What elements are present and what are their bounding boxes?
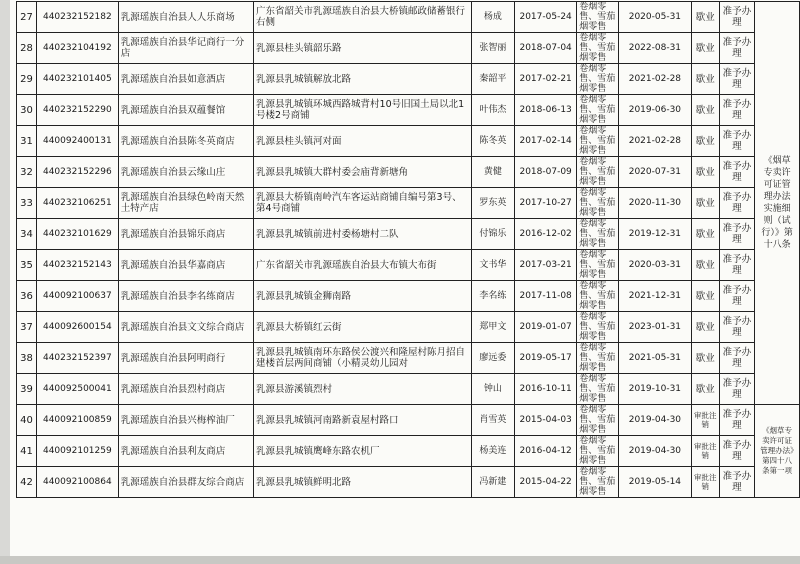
business-scope: 卷烟零售、雪茄烟零售 [577,467,619,498]
issue-date: 2016-12-02 [515,219,577,250]
license-number: 440232101629 [36,219,118,250]
person-in-charge: 钟山 [471,374,514,405]
table-row [17,343,800,374]
handling-result: 准予办理 [719,33,755,64]
person-in-charge: 杨美连 [471,436,514,467]
table-body [17,2,800,498]
expiry-date: 2020-05-31 [618,2,691,33]
business-scope: 卷烟零售、雪茄烟零售 [577,436,619,467]
table-row [17,219,800,250]
business-address: 乳源县游溪镇烈村 [254,374,472,405]
expiry-date: 2019-04-30 [618,405,691,436]
row-number: 32 [17,157,37,188]
business-name: 乳源瑶族自治县陈冬英商店 [118,126,253,157]
person-in-charge: 杨成 [471,2,514,33]
table-row [17,467,800,498]
business-name: 乳源瑶族自治县阿明商行 [118,343,253,374]
business-scope: 卷烟零售、雪茄烟零售 [577,157,619,188]
handling-result: 准予办理 [719,126,755,157]
issue-date: 2015-04-22 [515,467,577,498]
cancellation-reason: 歇业 [691,343,719,374]
table-row [17,281,800,312]
business-name: 乳源瑶族自治县李名练商店 [118,281,253,312]
expiry-date: 2023-01-31 [618,312,691,343]
issue-date: 2017-03-21 [515,250,577,281]
expiry-date: 2019-10-31 [618,374,691,405]
expiry-date: 2020-03-31 [618,250,691,281]
business-scope: 卷烟零售、雪茄烟零售 [577,250,619,281]
cancellation-reason: 歇业 [691,312,719,343]
row-number: 35 [17,250,37,281]
row-number: 29 [17,64,37,95]
row-number: 28 [17,33,37,64]
issue-date: 2019-01-07 [515,312,577,343]
table-row [17,126,800,157]
row-number: 34 [17,219,37,250]
cancellation-reason: 审批注销 [691,405,719,436]
license-number: 440232152182 [36,2,118,33]
person-in-charge: 冯新建 [471,467,514,498]
row-number: 30 [17,95,37,126]
license-number: 440232104192 [36,33,118,64]
handling-result: 准予办理 [719,64,755,95]
row-number: 27 [17,2,37,33]
handling-result: 准予办理 [719,405,755,436]
handling-result: 准予办理 [719,343,755,374]
table-row [17,157,800,188]
person-in-charge: 文书华 [471,250,514,281]
person-in-charge: 秦韶平 [471,64,514,95]
person-in-charge: 罗东英 [471,188,514,219]
handling-result: 准予办理 [719,2,755,33]
license-number: 440092100859 [36,405,118,436]
row-number: 39 [17,374,37,405]
person-in-charge: 李名练 [471,281,514,312]
handling-result: 准予办理 [719,188,755,219]
issue-date: 2017-02-21 [515,64,577,95]
business-address: 乳源县乳城镇河南路新袁屋村路口 [254,405,472,436]
business-scope: 卷烟零售、雪茄烟零售 [577,126,619,157]
cancellation-reason: 歇业 [691,64,719,95]
business-scope: 卷烟零售、雪茄烟零售 [577,312,619,343]
handling-result: 准予办理 [719,95,755,126]
business-address: 乳源县大桥镇红云街 [254,312,472,343]
license-number: 440092500041 [36,374,118,405]
expiry-date: 2021-02-28 [618,64,691,95]
table-row [17,95,800,126]
handling-result: 准予办理 [719,312,755,343]
business-address: 乳源县乳城镇南环东路侯公渡兴和隆屋村陈月招自建楼首层两间商铺（小精灵幼儿园对 [254,343,472,374]
business-address: 乳源县乳城镇金狮南路 [254,281,472,312]
business-address: 乳源县桂头镇韶乐路 [254,33,472,64]
legal-basis-note: 《烟草专卖许可证管理办法实施细则（试行）》第十八条 [755,2,800,405]
business-name: 乳源瑶族自治县群友综合商店 [118,467,253,498]
cancellation-reason: 歇业 [691,250,719,281]
business-scope: 卷烟零售、雪茄烟零售 [577,95,619,126]
handling-result: 准予办理 [719,281,755,312]
business-address: 乳源县乳城镇环城西路城背村10号旧国土局以北1号楼2号商铺 [254,95,472,126]
business-name: 乳源瑶族自治县文文综合商店 [118,312,253,343]
business-address: 乳源县乳城镇解放北路 [254,64,472,95]
issue-date: 2017-10-27 [515,188,577,219]
cancellation-reason: 歇业 [691,2,719,33]
cancellation-reason: 审批注销 [691,467,719,498]
business-name: 乳源瑶族自治县华记商行一分店 [118,33,253,64]
business-scope: 卷烟零售、雪茄烟零售 [577,219,619,250]
issue-date: 2018-07-09 [515,157,577,188]
license-number: 440092400131 [36,126,118,157]
expiry-date: 2019-12-31 [618,219,691,250]
license-number: 440092600154 [36,312,118,343]
expiry-date: 2020-11-30 [618,188,691,219]
table-row [17,33,800,64]
business-scope: 卷烟零售、雪茄烟零售 [577,188,619,219]
person-in-charge: 郑甲文 [471,312,514,343]
business-name: 乳源瑶族自治县人人乐商场 [118,2,253,33]
handling-result: 准予办理 [719,436,755,467]
cancellation-reason: 歇业 [691,219,719,250]
license-number: 440232152397 [36,343,118,374]
row-number: 36 [17,281,37,312]
expiry-date: 2019-04-30 [618,436,691,467]
cancellation-reason: 审批注销 [691,436,719,467]
table-row [17,2,800,33]
handling-result: 准予办理 [719,467,755,498]
row-number: 41 [17,436,37,467]
table-row [17,64,800,95]
license-number: 440092100637 [36,281,118,312]
person-in-charge: 黄健 [471,157,514,188]
license-number: 440092101259 [36,436,118,467]
legal-basis-note: 《烟草专卖许可证管理办法》第四十八条第一项 [755,405,800,498]
license-number: 440232152143 [36,250,118,281]
business-name: 乳源瑶族自治县绿色岭南天然土特产店 [118,188,253,219]
issue-date: 2018-07-04 [515,33,577,64]
row-number: 33 [17,188,37,219]
person-in-charge: 张智丽 [471,33,514,64]
license-number: 440092100864 [36,467,118,498]
person-in-charge: 廖远委 [471,343,514,374]
business-address: 乳源县乳城镇大群村委会庙背新塘角 [254,157,472,188]
business-name: 乳源瑶族自治县双蕴餐馆 [118,95,253,126]
expiry-date: 2020-07-31 [618,157,691,188]
business-scope: 卷烟零售、雪茄烟零售 [577,64,619,95]
expiry-date: 2022-08-31 [618,33,691,64]
table-row [17,188,800,219]
business-address: 乳源县桂头镇河对面 [254,126,472,157]
page-left-edge [0,0,10,564]
expiry-date: 2021-02-28 [618,126,691,157]
handling-result: 准予办理 [719,374,755,405]
expiry-date: 2019-06-30 [618,95,691,126]
business-address: 乳源县乳城镇前进村委杨塘村二队 [254,219,472,250]
handling-result: 准予办理 [719,250,755,281]
issue-date: 2017-02-14 [515,126,577,157]
business-scope: 卷烟零售、雪茄烟零售 [577,281,619,312]
issue-date: 2017-05-24 [515,2,577,33]
row-number: 31 [17,126,37,157]
business-scope: 卷烟零售、雪茄烟零售 [577,405,619,436]
table-row [17,312,800,343]
row-number: 42 [17,467,37,498]
business-name: 乳源瑶族自治县利友商店 [118,436,253,467]
cancellation-reason: 歇业 [691,95,719,126]
page-bottom-edge [0,556,800,564]
business-name: 乳源瑶族自治县锦乐商店 [118,219,253,250]
table-row [17,374,800,405]
table-row [17,405,800,436]
person-in-charge: 陈冬英 [471,126,514,157]
issue-date: 2019-05-17 [515,343,577,374]
handling-result: 准予办理 [719,219,755,250]
row-number: 38 [17,343,37,374]
cancellation-reason: 歇业 [691,374,719,405]
license-number: 440232152290 [36,95,118,126]
row-number: 37 [17,312,37,343]
business-address: 广东省韶关市乳源瑶族自治县大布镇大布街 [254,250,472,281]
cancellation-reason: 歇业 [691,188,719,219]
business-scope: 卷烟零售、雪茄烟零售 [577,2,619,33]
business-address: 乳源县大桥镇南岭汽车客运站商铺自编号第3号、第4号商铺 [254,188,472,219]
business-address: 乳源县乳城镇鲜明北路 [254,467,472,498]
row-number: 40 [17,405,37,436]
license-cancellation-table [16,1,800,498]
license-number: 440232106251 [36,188,118,219]
cancellation-reason: 歇业 [691,281,719,312]
issue-date: 2016-10-11 [515,374,577,405]
issue-date: 2015-04-03 [515,405,577,436]
business-scope: 卷烟零售、雪茄烟零售 [577,343,619,374]
issue-date: 2017-11-08 [515,281,577,312]
cancellation-reason: 歇业 [691,33,719,64]
person-in-charge: 肖雪英 [471,405,514,436]
handling-result: 准予办理 [719,157,755,188]
license-number: 440232152296 [36,157,118,188]
expiry-date: 2021-12-31 [618,281,691,312]
business-name: 乳源瑶族自治县兴梅榨油厂 [118,405,253,436]
business-scope: 卷烟零售、雪茄烟零售 [577,33,619,64]
expiry-date: 2019-05-14 [618,467,691,498]
business-name: 乳源瑶族自治县烈村商店 [118,374,253,405]
person-in-charge: 付锦乐 [471,219,514,250]
license-number: 440232101405 [36,64,118,95]
person-in-charge: 叶伟杰 [471,95,514,126]
expiry-date: 2021-05-31 [618,343,691,374]
cancellation-reason: 歇业 [691,157,719,188]
business-address: 乳源县乳城镇鹰峰东路农机厂 [254,436,472,467]
business-name: 乳源瑶族自治县华嘉商店 [118,250,253,281]
business-scope: 卷烟零售、雪茄烟零售 [577,374,619,405]
table-row [17,436,800,467]
issue-date: 2018-06-13 [515,95,577,126]
business-address: 广东省韶关市乳源瑶族自治县大桥镇邮政储蓄银行右侧 [254,2,472,33]
business-name: 乳源瑶族自治县如意酒店 [118,64,253,95]
table-row [17,250,800,281]
business-name: 乳源瑶族自治县云缘山庄 [118,157,253,188]
cancellation-reason: 歇业 [691,126,719,157]
issue-date: 2016-04-12 [515,436,577,467]
